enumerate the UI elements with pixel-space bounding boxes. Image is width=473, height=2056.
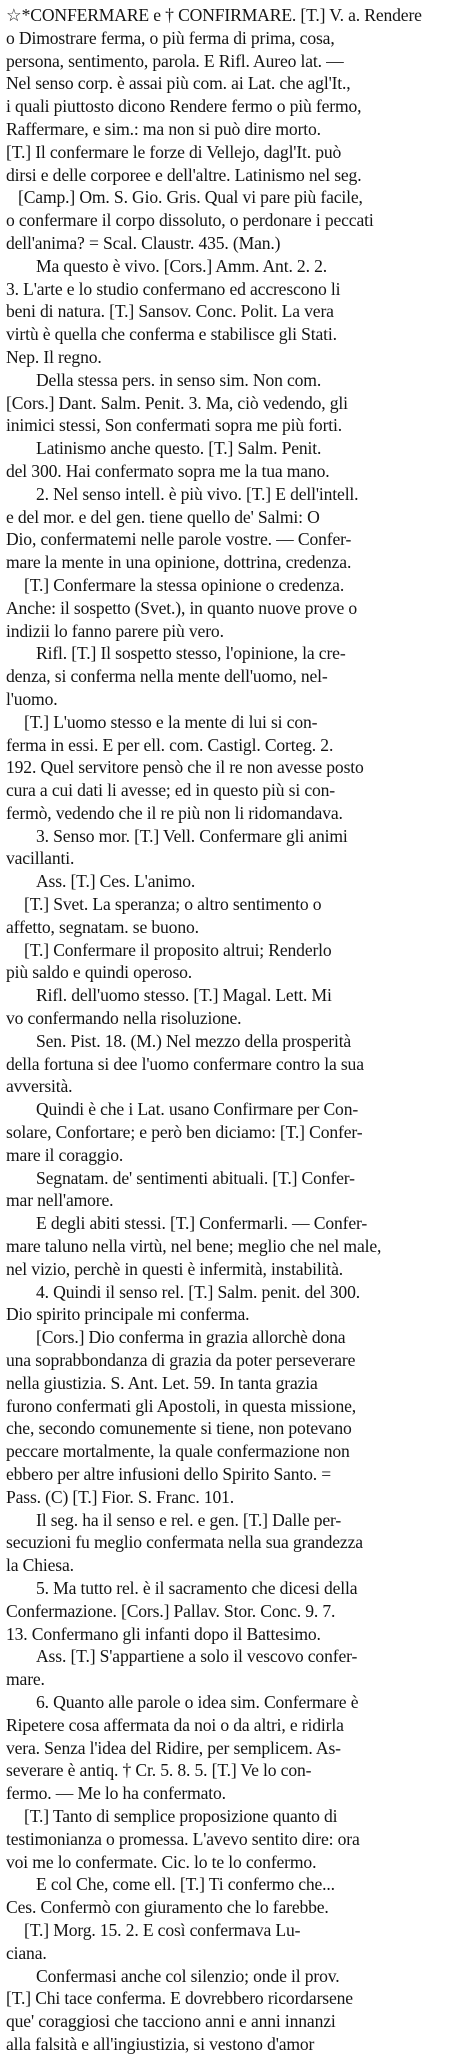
text-line: Ripetere cosa affermata da noi o da altri, e ridirla bbox=[6, 1714, 344, 1735]
text-line: una soprabbondanza di grazia da poter perseverare bbox=[6, 1350, 356, 1371]
text-line: o confermare il corpo dissoluto, o perdonare i peccati bbox=[6, 210, 374, 231]
text-line: vacillanti. bbox=[6, 848, 75, 869]
text-line: Ces. Confermò con giuramento che lo farebbe. bbox=[6, 1897, 329, 1918]
text-line: 3. L'arte e lo studio confermano ed accrescono li bbox=[6, 278, 341, 299]
text-line: avversità. bbox=[6, 1076, 73, 1097]
text-line: ciana. bbox=[6, 1942, 47, 1963]
text-line: Nep. Il regno. bbox=[6, 346, 102, 367]
text-line: inimici stessi, Son confermati sopra me più forti. bbox=[6, 415, 343, 436]
text-line: mar nell'amore. bbox=[6, 1190, 114, 1211]
text-line: Sen. Pist. 18. (M.) Nel mezzo della prosperità bbox=[36, 1030, 352, 1051]
text-line: 6. Quanto alle parole o idea sim. Confermare è bbox=[36, 1691, 359, 1712]
text-line: Rifl. dell'uomo stesso. [T.] Magal. Lett. Mi bbox=[36, 985, 332, 1006]
text-line: o Dimostrare ferma, o più ferma di prima, cosa, bbox=[6, 27, 335, 48]
text-line: [Camp.] Om. S. Gio. Gris. Qual vi pare più facile, bbox=[18, 187, 363, 208]
text-line: Segnatam. de' sentimenti abituali. [T.] Confer- bbox=[36, 1167, 355, 1188]
text-line: furono confermati gli Apostoli, in questa missione, bbox=[6, 1395, 357, 1416]
text-line: [T.] Morg. 15. 2. E così confermava Lu- bbox=[24, 1919, 301, 1940]
text-line: affetto, segnatam. se buono. bbox=[6, 916, 199, 937]
text-line: indizii lo fanno parere più vero. bbox=[6, 620, 224, 641]
text-line: l'uomo. bbox=[6, 688, 58, 709]
text-line: peccare mortalmente, la quale confermazione non bbox=[6, 1441, 350, 1462]
text-line: Confermasi anche col silenzio; onde il prov. bbox=[36, 1965, 340, 1986]
text-line: Nel senso corp. è assai più com. ai Lat. che agl'It., bbox=[6, 73, 351, 94]
text-line: più saldo e quindi operoso. bbox=[6, 962, 193, 983]
text-line: ☆*CONFERMARE e † CONFIRMARE. [T.] V. a. Rendere bbox=[6, 5, 422, 25]
text-line: dell'anima? = Scal. Claustr. 435. (Man.) bbox=[6, 232, 281, 253]
text-line: 5. Ma tutto rel. è il sacramento che dicesi della bbox=[36, 1577, 358, 1598]
text-line: 2. Nel senso intell. è più vivo. [T.] E dell'intell. bbox=[36, 483, 359, 504]
text-line: alla falsità e all'ingiustizia, si vestono d'amor bbox=[6, 2033, 315, 2054]
text-line: [T.] Confermare la stessa opinione o credenza. bbox=[24, 574, 345, 595]
text-line: [T.] L'uomo stesso e la mente di lui si con- bbox=[24, 711, 318, 732]
text-line: secuzioni fu meglio confermata nella sua grandezza bbox=[6, 1532, 363, 1553]
text-line: [T.] Tanto di semplice proposizione quanto di bbox=[24, 1805, 338, 1826]
text-line: Latinismo anche questo. [T.] Salm. Penit. bbox=[36, 438, 322, 459]
text-line: Raffermare, e sim.: ma non si può dire morto. bbox=[6, 118, 321, 139]
text-line: mare. bbox=[6, 1669, 45, 1690]
text-line: [Cors.] Dant. Salm. Penit. 3. Ma, ciò vedendo, gli bbox=[6, 392, 348, 413]
text-line: e del mor. e del gen. tiene quello de' Salmi: O bbox=[6, 506, 320, 527]
text-line: Dio spirito principale mi conferma. bbox=[6, 1304, 250, 1325]
text-line: E col Che, come ell. [T.] Ti confermo che... bbox=[36, 1874, 335, 1895]
text-line: fermò, vedendo che il re più non li ridomandava. bbox=[6, 802, 343, 823]
text-line: del 300. Hai confermato sopra me la tua mano. bbox=[6, 460, 330, 481]
text-line: [T.] Confermare il proposito altrui; Renderlo bbox=[24, 939, 332, 960]
text-line: mare taluno nella virtù, nel bene; meglio che nel male, bbox=[6, 1236, 382, 1257]
text-line: Il seg. ha il senso e rel. e gen. [T.] Dalle per- bbox=[36, 1509, 342, 1530]
text-line: severare è antiq. † Cr. 5. 8. 5. [T.] Ve lo con- bbox=[6, 1760, 312, 1781]
text-line: mare la mente in una opinione, dottrina, credenza. bbox=[6, 552, 352, 573]
text-line: la Chiesa. bbox=[6, 1555, 74, 1576]
text-line: cura a cui dati li avesse; ed in questo più si con- bbox=[6, 780, 335, 801]
text-line: voi me lo confermate. Cic. lo te lo confermo. bbox=[6, 1851, 317, 1872]
text-line: 4. Quindi il senso rel. [T.] Salm. penit. del 300. bbox=[36, 1281, 360, 1302]
text-line: Ma questo è vivo. [Cors.] Amm. Ant. 2. 2. bbox=[36, 255, 327, 276]
text-line: 13. Confermano gli infanti dopo il Battesimo. bbox=[6, 1623, 321, 1644]
text-line: beni di natura. [T.] Sansov. Conc. Polit. La vera bbox=[6, 301, 334, 322]
text-line: ferma in essi. E per ell. com. Castigl. Corteg. 2. bbox=[6, 734, 334, 755]
text-line: Dio, confermatemi nelle parole vostre. — Confer- bbox=[6, 529, 352, 550]
text-line: Quindi è che i Lat. usano Confirmare per Con- bbox=[36, 1099, 359, 1120]
text-line: 192. Quel servitore pensò che il re non avesse posto bbox=[6, 757, 364, 778]
text-line: della fortuna si dee l'uomo confermare contro la sua bbox=[6, 1053, 364, 1074]
text-line: persona, sentimento, parola. E Rifl. Aureo lat. — bbox=[6, 50, 344, 71]
text-line: [Cors.] Dio conferma in grazia allorchè dona bbox=[36, 1327, 346, 1348]
text-line: Ass. [T.] Ces. L'animo. bbox=[36, 871, 196, 892]
text-line: i quali piuttosto dicono Rendere fermo o più fermo, bbox=[6, 96, 362, 117]
text-line: E degli abiti stessi. [T.] Confermarli. — Confer- bbox=[36, 1213, 368, 1234]
text-line: [T.] Svet. La speranza; o altro sentimento o bbox=[24, 894, 322, 915]
text-line: [T.] Chi tace conferma. E dovrebbero ricordarsene bbox=[6, 1988, 353, 2009]
text-line: Della stessa pers. in senso sim. Non com. bbox=[36, 369, 322, 390]
text-line: che, secondo comunemente si tiene, non potevano bbox=[6, 1418, 352, 1439]
text-line: solare, Confortare; e però ben diciamo: [T.] Confer- bbox=[6, 1122, 363, 1143]
text-line: Ass. [T.] S'appartiene a solo il vescovo confer- bbox=[36, 1646, 358, 1667]
text-line: dirsi e delle corporee e dell'altre. Latinismo nel seg. bbox=[6, 164, 362, 185]
text-line: fermo. — Me lo ha confermato. bbox=[6, 1783, 226, 1804]
text-line: Confermazione. [Cors.] Pallav. Stor. Conc. 9. 7. bbox=[6, 1600, 336, 1621]
text-line: vera. Senza l'idea del Ridire, per semplicem. As- bbox=[6, 1737, 341, 1758]
text-line: vo confermando nella risoluzione. bbox=[6, 1008, 242, 1029]
text-line: que' coraggiosi che tacciono anni e anni innanzi bbox=[6, 2011, 336, 2032]
text-line: nella giustizia. S. Ant. Let. 59. In tanta grazia bbox=[6, 1372, 318, 1393]
text-line: Rifl. [T.] Il sospetto stesso, l'opinione, la cre- bbox=[36, 643, 346, 664]
text-line: Pass. (C) [T.] Fior. S. Franc. 101. bbox=[6, 1486, 235, 1507]
text-line: mare il coraggio. bbox=[6, 1144, 124, 1165]
text-line: ebbero per altre infusioni dello Spirito Santo. = bbox=[6, 1464, 332, 1484]
text-line: virtù è quella che conferma e stabilisce gli Stati. bbox=[6, 324, 337, 345]
text-line: 3. Senso mor. [T.] Vell. Confermare gli animi bbox=[36, 825, 348, 846]
text-line: nel vizio, perchè in questi è infermità, instabilità. bbox=[6, 1258, 343, 1279]
text-line: denza, si conferma nella mente dell'uomo, nel- bbox=[6, 666, 328, 687]
text-line: Anche: il sospetto (Svet.), in quanto nuove prove o bbox=[6, 597, 358, 618]
text-line: testimonianza o promessa. L'avevo sentito dire: ora bbox=[6, 1828, 360, 1849]
text-line: [T.] Il confermare le forze di Vellejo, dagl'It. può bbox=[6, 141, 342, 162]
